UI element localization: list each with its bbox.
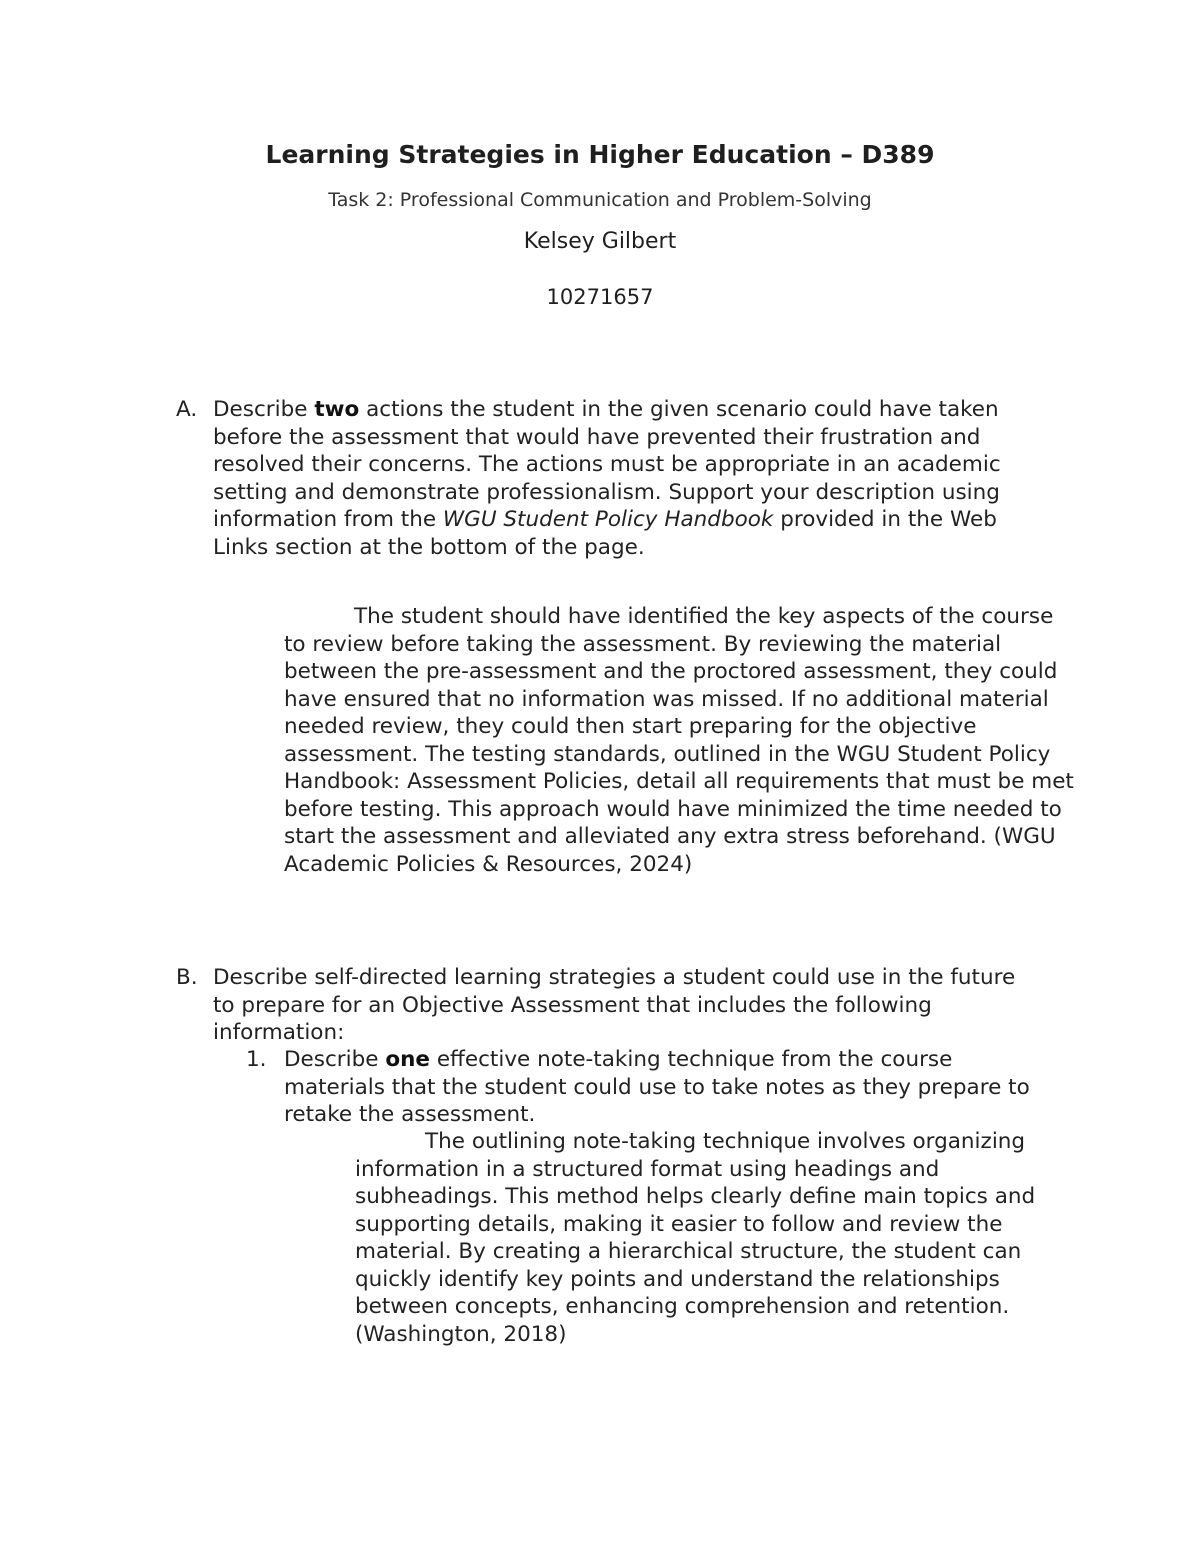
section-a-question-text-3: provided in the Web Links section at the bottom of the page. — [213, 507, 997, 560]
document-title: Learning Strategies in Higher Education – D389 — [265, 140, 935, 169]
section-a-question-text-2: actions the student in the given scenario could have taken before the assessment that would have prevented their frustration and resolved their concerns. The actions must be appropriate in an academic setting and demonstrate professionalism. Support your description using information from the — [213, 397, 1001, 532]
section-b-question: Describe self-directed learning strategies a student could use in the future to prepare for an Objective Assessment that includes the following information: — [213, 965, 1016, 1045]
section-b-item1-question — [284, 1046, 1044, 1129]
section-b-marker: B. — [176, 965, 198, 990]
section-a-answer: The student should have identified the key aspects of the course to review before taking the assessment. By reviewing the material between the pre-assessment and the proctored assessment, they could have ensured that no information was missed. If no additional material needed review, they could then start preparing for the objective assessment. The testing standards, outlined in the WGU Student Policy Handbook: Assessment Policies, detail all requirements that must be met before testing. This approach would have minimized the time needed to start the assessment and alleviated any extra stress beforehand. (WGU Academic Policies & Resources, 2024) — [284, 604, 1074, 877]
section-a-question — [213, 396, 1043, 561]
section-b-item1-text-2: effective note-taking technique from the course materials that the student could use to take notes as they prepare to retake the assessment. — [284, 1047, 1030, 1127]
document-subtitle: Task 2: Professional Communication and Problem-Solving — [328, 189, 872, 211]
section-a-question-italic: WGU Student Policy Handbook — [442, 507, 774, 532]
section-b-item1-bold: one — [385, 1047, 430, 1072]
section-a-question-bold: two — [314, 397, 360, 422]
student-id: 10271657 — [546, 285, 654, 309]
section-a-question-text-1: Describe — [213, 397, 315, 422]
section-b-item1-answer: The outlining note-taking technique involves organizing information in a structured format using headings and subheadings. This method helps clearly define main topics and supporting details, making it easier to follow and review the material. By creating a hierarchical structure, the student can quickly identify key points and understand the relationships between concepts, enhancing comprehension and retention.(Washington, 2018) — [355, 1129, 1036, 1347]
section-b-item1-marker: 1. — [246, 1047, 267, 1072]
author-name: Kelsey Gilbert — [523, 229, 677, 254]
section-a-marker: A. — [176, 397, 198, 422]
section-b-item1-text-1: Describe — [284, 1047, 386, 1072]
